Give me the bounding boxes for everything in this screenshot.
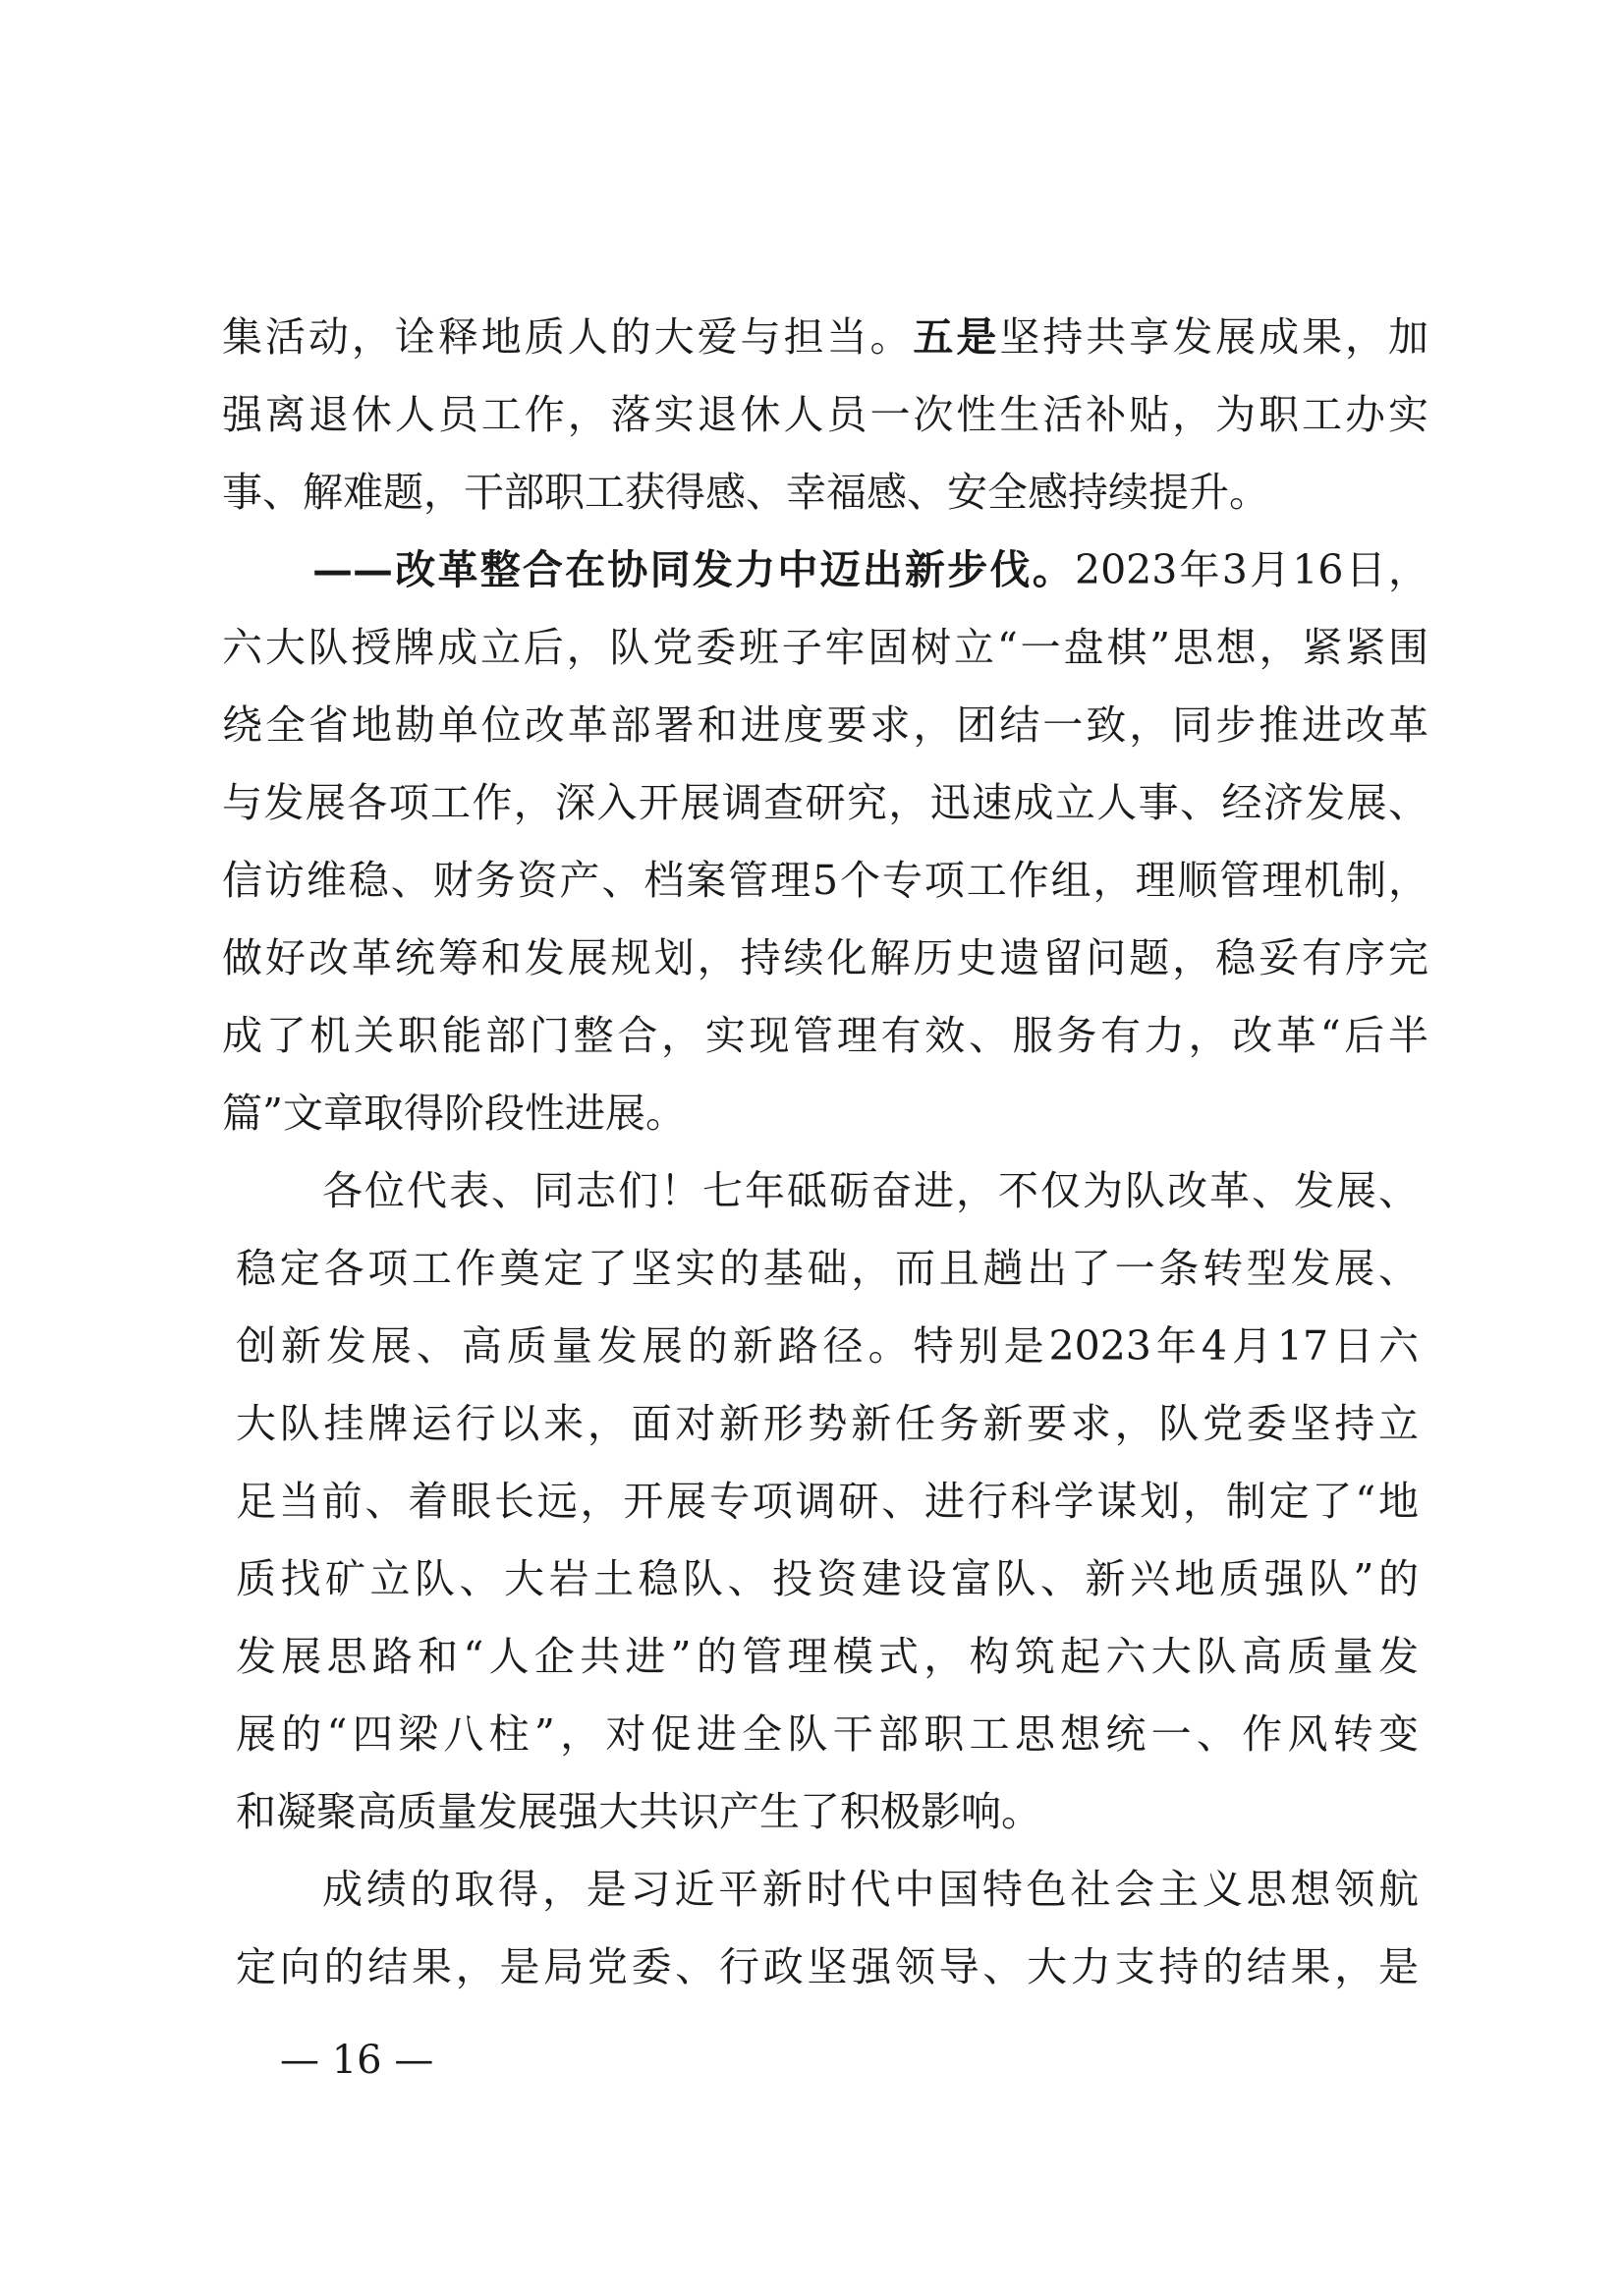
body-line-6: 绕全省地勘单位改革部署和进度要求，团结一致，同步推进改革 (222, 701, 1428, 749)
body-line-5: 六大队授牌成立后，队党委班子牢固树立“一盘棋”思想，紧紧围 (222, 624, 1428, 671)
body-line-2: 强离退休人员工作，落实退休人员一次性生活补贴，为职工办实 (222, 391, 1428, 438)
body-line-17: 质找矿立队、大岩土稳队、投资建设富队、新兴地质强队”的 (236, 1555, 1419, 1602)
body-line-1: 集活动，诠释地质人的大爱与担当。五是坚持共享发展成果，加 (222, 313, 1429, 361)
body-line-19: 展的“四梁八柱”，对促进全队干部职工思想统一、作风转变 (236, 1710, 1419, 1758)
body-line-18: 发展思路和“人企共进”的管理模式，构筑起六大队高质量发 (236, 1633, 1419, 1680)
body-line-10: 成了机关职能部门整合，实现管理有效、服务有力，改革“后半 (222, 1012, 1428, 1059)
body-line-20: 和凝聚高质量发展强大共识产生了积极影响。 (236, 1788, 1041, 1835)
body-line-12: 各位代表、同志们！七年砥砺奋进，不仅为队改革、发展、 (322, 1167, 1419, 1214)
body-line-8: 信访维稳、财务资产、档案管理5个专项工作组，理顺管理机制， (222, 857, 1428, 904)
body-line-14: 创新发展、高质量发展的新路径。特别是2023年4月17日六 (236, 1322, 1419, 1370)
body-line-3: 事、解难题，干部职工获得感、幸福感、安全感持续提升。 (222, 469, 1269, 516)
body-line-16: 足当前、着眼长远，开展专项调研、进行科学谋划，制定了“地 (236, 1478, 1419, 1525)
body-line-15: 大队挂牌运行以来，面对新形势新任务新要求，队党委坚持立 (236, 1400, 1419, 1447)
page-number: — 16 — (280, 2038, 434, 2083)
body-line-9: 做好改革统筹和发展规划，持续化解历史遗留问题，稳妥有序完 (222, 934, 1428, 981)
body-line-4: ——改革整合在协同发力中迈出新步伐。2023年3月16日， (312, 546, 1428, 593)
body-line-21: 成绩的取得，是习近平新时代中国特色社会主义思想领航 (322, 1866, 1419, 1913)
body-line-11: 篇”文章取得阶段性进展。 (222, 1090, 686, 1137)
body-line-22: 定向的结果，是局党委、行政坚强领导、大力支持的结果，是 (236, 1943, 1419, 1990)
body-line-7: 与发展各项工作，深入开展调查研究，迅速成立人事、经济发展、 (222, 779, 1428, 826)
body-line-13: 稳定各项工作奠定了坚实的基础，而且趟出了一条转型发展、 (236, 1245, 1419, 1292)
